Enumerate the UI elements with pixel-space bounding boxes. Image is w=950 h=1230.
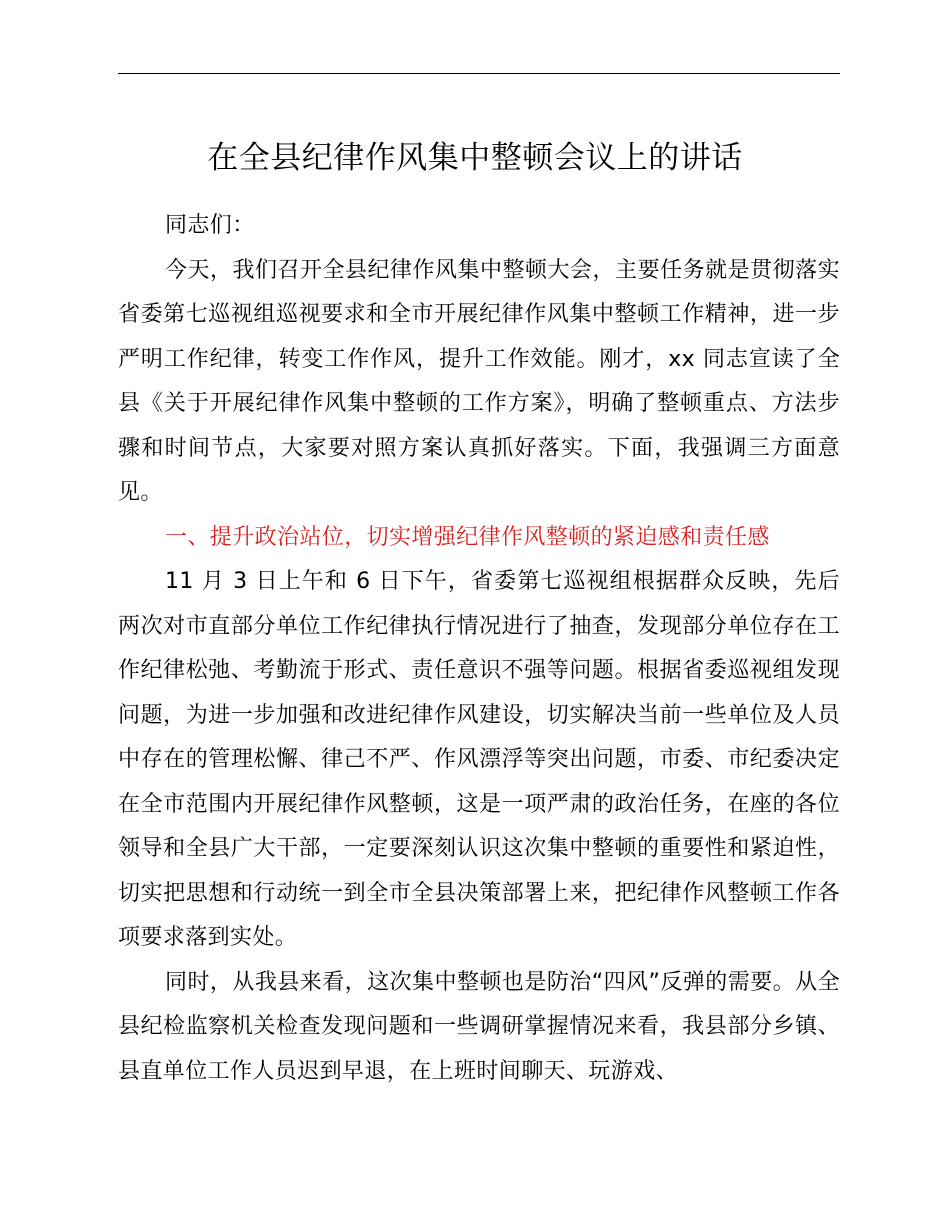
document-title: 在全县纪律作风集中整顿会议上的讲话 [207,140,743,176]
document-body [118,204,840,1094]
paragraph-intro: 今天，我们召开全县纪律作风集中整顿大会，主要任务就是贯彻落实省委第七巡视组巡视要求和全市开展纪律作风集中整顿工作精神，进一步严明工作纪律，转变工作作风，提升工作效能。刚才，xx 同志宣读了全县《关于开展纪律作风集中整顿的工作方案》，明确了整顿重点、方法步骤和时间节点，大家要对照方案认真抓好落实。下面，我强调三方面意见。 [118,257,840,505]
section-heading-1: 一、提升政治站位，切实增强纪律作风整顿的紧迫感和责任感 [165,524,770,550]
header-rule [118,73,840,74]
paragraph-inspection: 11 月 3 日上午和 6 日下午，省委第七巡视组根据群众反映，先后两次对市直部分单位工作纪律执行情况进行了抽查，发现部分单位存在工作纪律松弛、考勤流于形式、责任意识不强等问题。根据省委巡视组发现问题，为进一步加强和改进纪律作风建设，切实解决当前一些单位及人员中存在的管理松懈、律己不严、作风漂浮等突出问题，市委、市纪委决定在全市范围内开展纪律作风整顿，这是一项严肃的政治任务，在座的各位领导和全县广大干部，一定要深刻认识这次集中整顿的重要性和紧迫性，切实把思想和行动统一到全市全县决策部署上来，把纪律作风整顿工作各项要求落到实处。 [118,569,840,950]
salutation: 同志们： [165,213,255,238]
paragraph-four-winds: 同时，从我县来看，这次集中整顿也是防治“四风”反弹的需要。从全县纪检监察机关检查发现问题和一些调研掌握情况来看，我县部分乡镇、县直单位工作人员迟到早退，在上班时间聊天、玩游戏、 [118,969,840,1084]
